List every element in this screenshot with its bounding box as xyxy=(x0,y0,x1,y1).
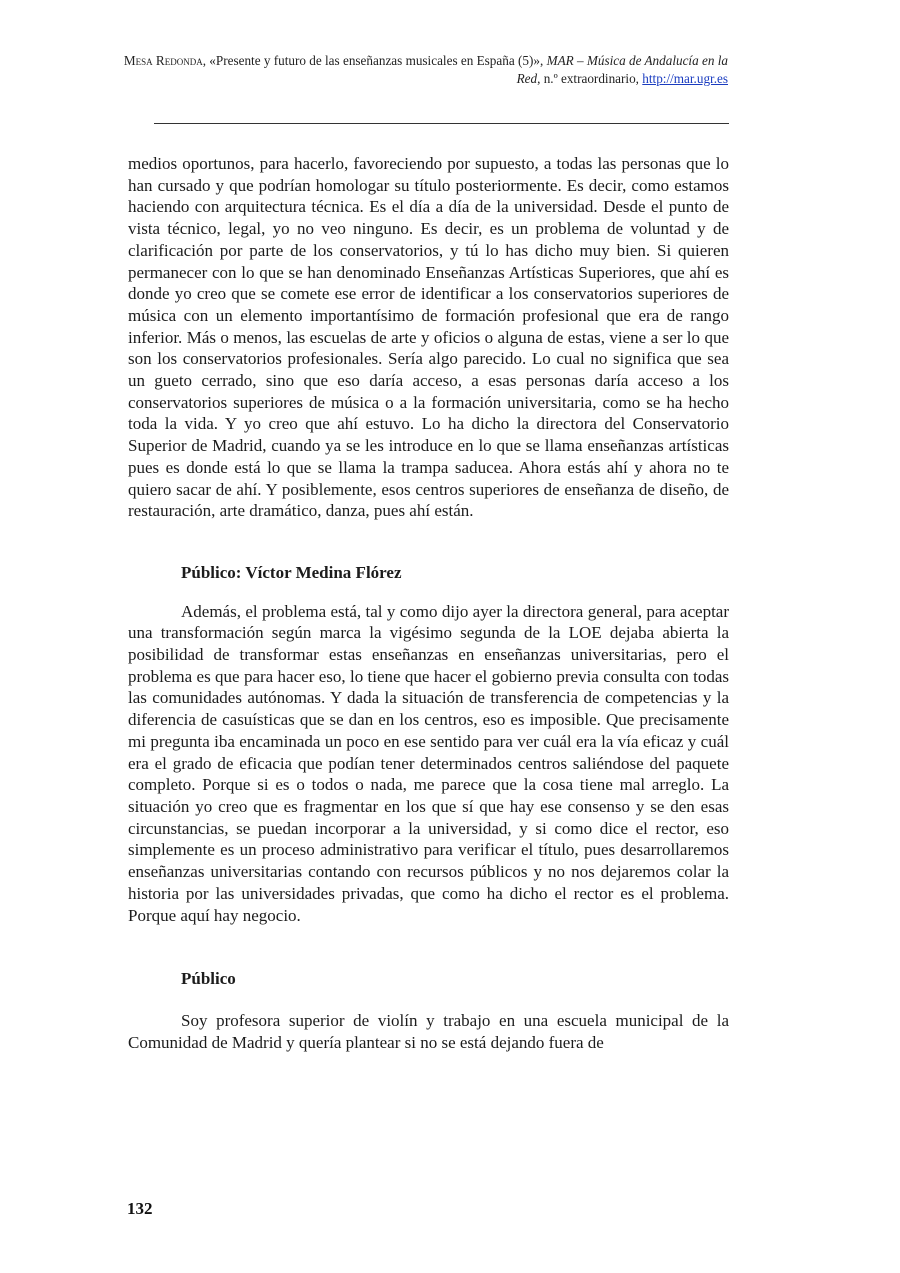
paragraph-victor-medina: Además, el problema está, tal y como dijo ayer la directora general, para aceptar una transformación según marca la vigésimo segunda de la LOE dejaba abierta la posibilidad de transformar estas enseñanzas en enseñanzas universitarias, pero el problema es que para hacer eso, lo tiene que hacer el gobierno previa consulta con todas las comunidades autónomas. Y dada la situación de transferencia de competencias y la diferencia de casuísticas que se dan en los centros, eso es imposible. Que precisamente mi pregunta iba encaminada un poco en ese sentido para ver cuál era la vía eficaz y cuál era el grado de eficacia que podían tener determinados centros saliéndose del paquete completo. Porque si es o todos o nada, me parece que la cosa tiene mal arreglo. La situación yo creo que es fragmentar en los que sí que hay ese consenso y se den esas circunstancias, se puedan incorporar a la universidad, y si como dice el rector, eso simplemente es un proceso administrativo para verificar el título, pues desarrollaremos enseñanzas universitarias contando con recursos públicos y no nos dejaremos colar la historia por las universidades privadas, que como ha dicho el rector es el problema. Porque aquí hay negocio. xyxy=(128,601,729,925)
paragraph-continuation: medios oportunos, para hacerlo, favoreciendo por supuesto, a todas las personas que lo han cursado y que podrían homologar su título posteriormente. Es decir, como estamos haciendo con arquitectura técnica. Es el día a día de la universidad. Desde el punto de vista técnico, legal, yo no veo ninguno. Es decir, es un problema de voluntad y de clarificación por parte de los conservatorios, y tú lo has dicho muy bien. Si quieren permanecer con lo que se han denominado Enseñanzas Artísticas Superiores, que ahí es donde yo creo que se comete ese error de identificar a los conservatorios superiores de música con un elemento importantísimo de formación profesional que era de rango inferior. Más o menos, las escuelas de arte y oficios o alguna de estas, viene a ser lo que son los conservatorios profesionales. Sería algo parecido. Lo cual no significa que sea un gueto cerrado, sino que eso daría acceso, a esas personas daría acceso a los conservatorios superiores de música o a la formación universitaria, como se ha hecho toda la vida. Y yo creo que ahí estuvo. Lo ha dicho la directora del Conservatorio Superior de Madrid, cuando ya se les introduce en lo que se llama enseñanzas artísticas pues es donde está lo que se llama la trampa saducea. Ahora estás ahí y ahora no te quiero sacar de ahí. Y posiblemente, esos centros superiores de enseñanza de diseño, de restauración, arte dramático, danza, pues ahí están. xyxy=(128,154,729,521)
running-header xyxy=(100,52,728,88)
header-author: Mesa Redonda xyxy=(123,53,203,68)
header-rule xyxy=(154,123,729,124)
page-body xyxy=(128,153,729,1053)
header-journal: MAR – Música de Andalucía en la Red xyxy=(516,53,728,86)
header-url-link[interactable]: http://mar.ugr.es xyxy=(642,71,728,86)
page-number: 132 xyxy=(127,1199,153,1218)
speaker-heading-publico: Público xyxy=(181,969,236,989)
speaker-heading-victor-medina: Público: Víctor Medina Flórez xyxy=(181,562,402,582)
header-title: , «Presente y futuro de las enseñanzas musicales en España (5)», xyxy=(202,53,547,68)
paragraph-publico: Soy profesora superior de violín y trabajo en una escuela municipal de la Comunidad de Madrid y quería plantear si no se está dejando fuera de xyxy=(128,1010,729,1052)
header-issue: , n.º extraordinario, xyxy=(537,71,643,86)
